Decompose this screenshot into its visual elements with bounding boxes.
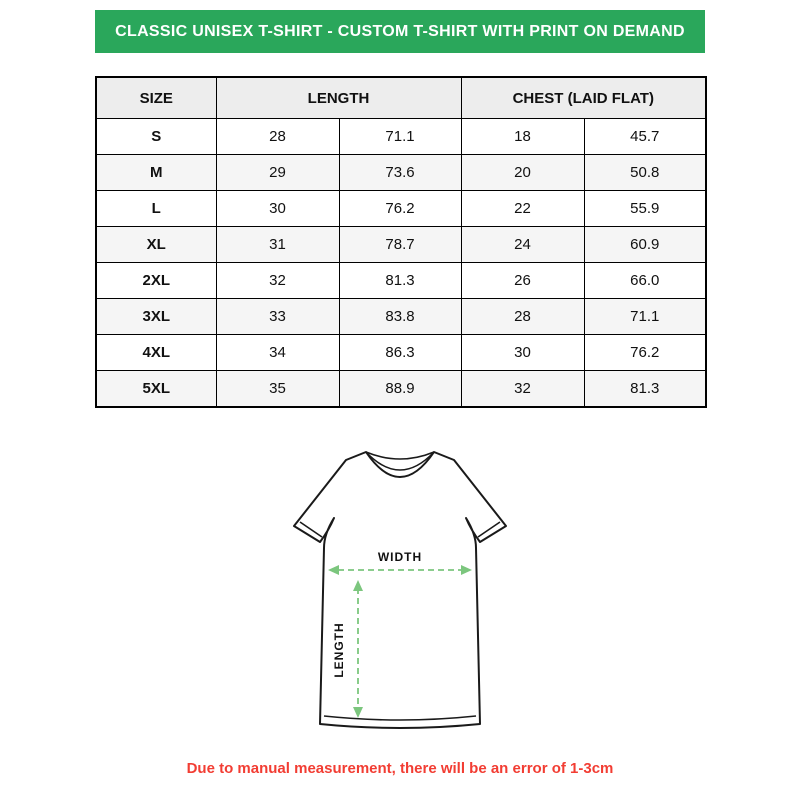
size-chart-table <box>95 76 707 408</box>
width-label: WIDTH <box>377 550 423 564</box>
tshirt-diagram-svg <box>240 438 560 748</box>
tshirt-outline <box>294 452 506 728</box>
table-row <box>96 155 706 191</box>
cell-chest-in: 22 <box>461 191 584 227</box>
cell-chest-cm: 55.9 <box>584 191 706 227</box>
measurement-disclaimer: Due to manual measurement, there will be an error of 1-3cm <box>186 760 614 777</box>
cell-length-cm: 86.3 <box>339 335 461 371</box>
cell-chest-cm: 66.0 <box>584 263 706 299</box>
cell-length-cm: 76.2 <box>339 191 461 227</box>
cell-size: XL <box>96 227 216 263</box>
collar-back-line <box>366 452 434 459</box>
table-row <box>96 371 706 408</box>
cell-chest-in: 20 <box>461 155 584 191</box>
table-row <box>96 119 706 155</box>
cell-length-cm: 88.9 <box>339 371 461 408</box>
cell-length-in: 30 <box>216 191 339 227</box>
cell-length-in: 32 <box>216 263 339 299</box>
cell-size: S <box>96 119 216 155</box>
cell-chest-in: 32 <box>461 371 584 408</box>
table-row <box>96 263 706 299</box>
table-header-row <box>96 77 706 119</box>
table-row <box>96 227 706 263</box>
cell-length-cm: 73.6 <box>339 155 461 191</box>
header-size: SIZE <box>96 77 216 119</box>
cell-chest-in: 18 <box>461 119 584 155</box>
cell-chest-in: 26 <box>461 263 584 299</box>
cell-chest-cm: 50.8 <box>584 155 706 191</box>
cell-size: 3XL <box>96 299 216 335</box>
cell-length-in: 35 <box>216 371 339 408</box>
cell-length-in: 31 <box>216 227 339 263</box>
table-row <box>96 191 706 227</box>
cell-size: M <box>96 155 216 191</box>
cell-size: 4XL <box>96 335 216 371</box>
cell-chest-in: 30 <box>461 335 584 371</box>
cell-length-cm: 78.7 <box>339 227 461 263</box>
cell-chest-cm: 45.7 <box>584 119 706 155</box>
cell-size: L <box>96 191 216 227</box>
header-length: LENGTH <box>216 77 461 119</box>
cell-chest-cm: 60.9 <box>584 227 706 263</box>
cell-length-in: 34 <box>216 335 339 371</box>
cell-length-cm: 81.3 <box>339 263 461 299</box>
table-row <box>96 299 706 335</box>
length-label: LENGTH <box>332 622 346 678</box>
cell-chest-cm: 81.3 <box>584 371 706 408</box>
cell-length-cm: 83.8 <box>339 299 461 335</box>
cell-chest-cm: 71.1 <box>584 299 706 335</box>
tshirt-measurement-diagram <box>240 438 560 748</box>
cell-length-cm: 71.1 <box>339 119 461 155</box>
table-row <box>96 335 706 371</box>
cell-length-in: 29 <box>216 155 339 191</box>
header-chest: CHEST (LAID FLAT) <box>461 77 706 119</box>
cell-chest-cm: 76.2 <box>584 335 706 371</box>
cell-length-in: 33 <box>216 299 339 335</box>
cell-chest-in: 24 <box>461 227 584 263</box>
cell-size: 2XL <box>96 263 216 299</box>
cell-length-in: 28 <box>216 119 339 155</box>
cell-chest-in: 28 <box>461 299 584 335</box>
banner-title: CLASSIC UNISEX T-SHIRT - CUSTOM T-SHIRT WITH PRINT ON DEMAND <box>95 10 705 53</box>
cell-size: 5XL <box>96 371 216 408</box>
